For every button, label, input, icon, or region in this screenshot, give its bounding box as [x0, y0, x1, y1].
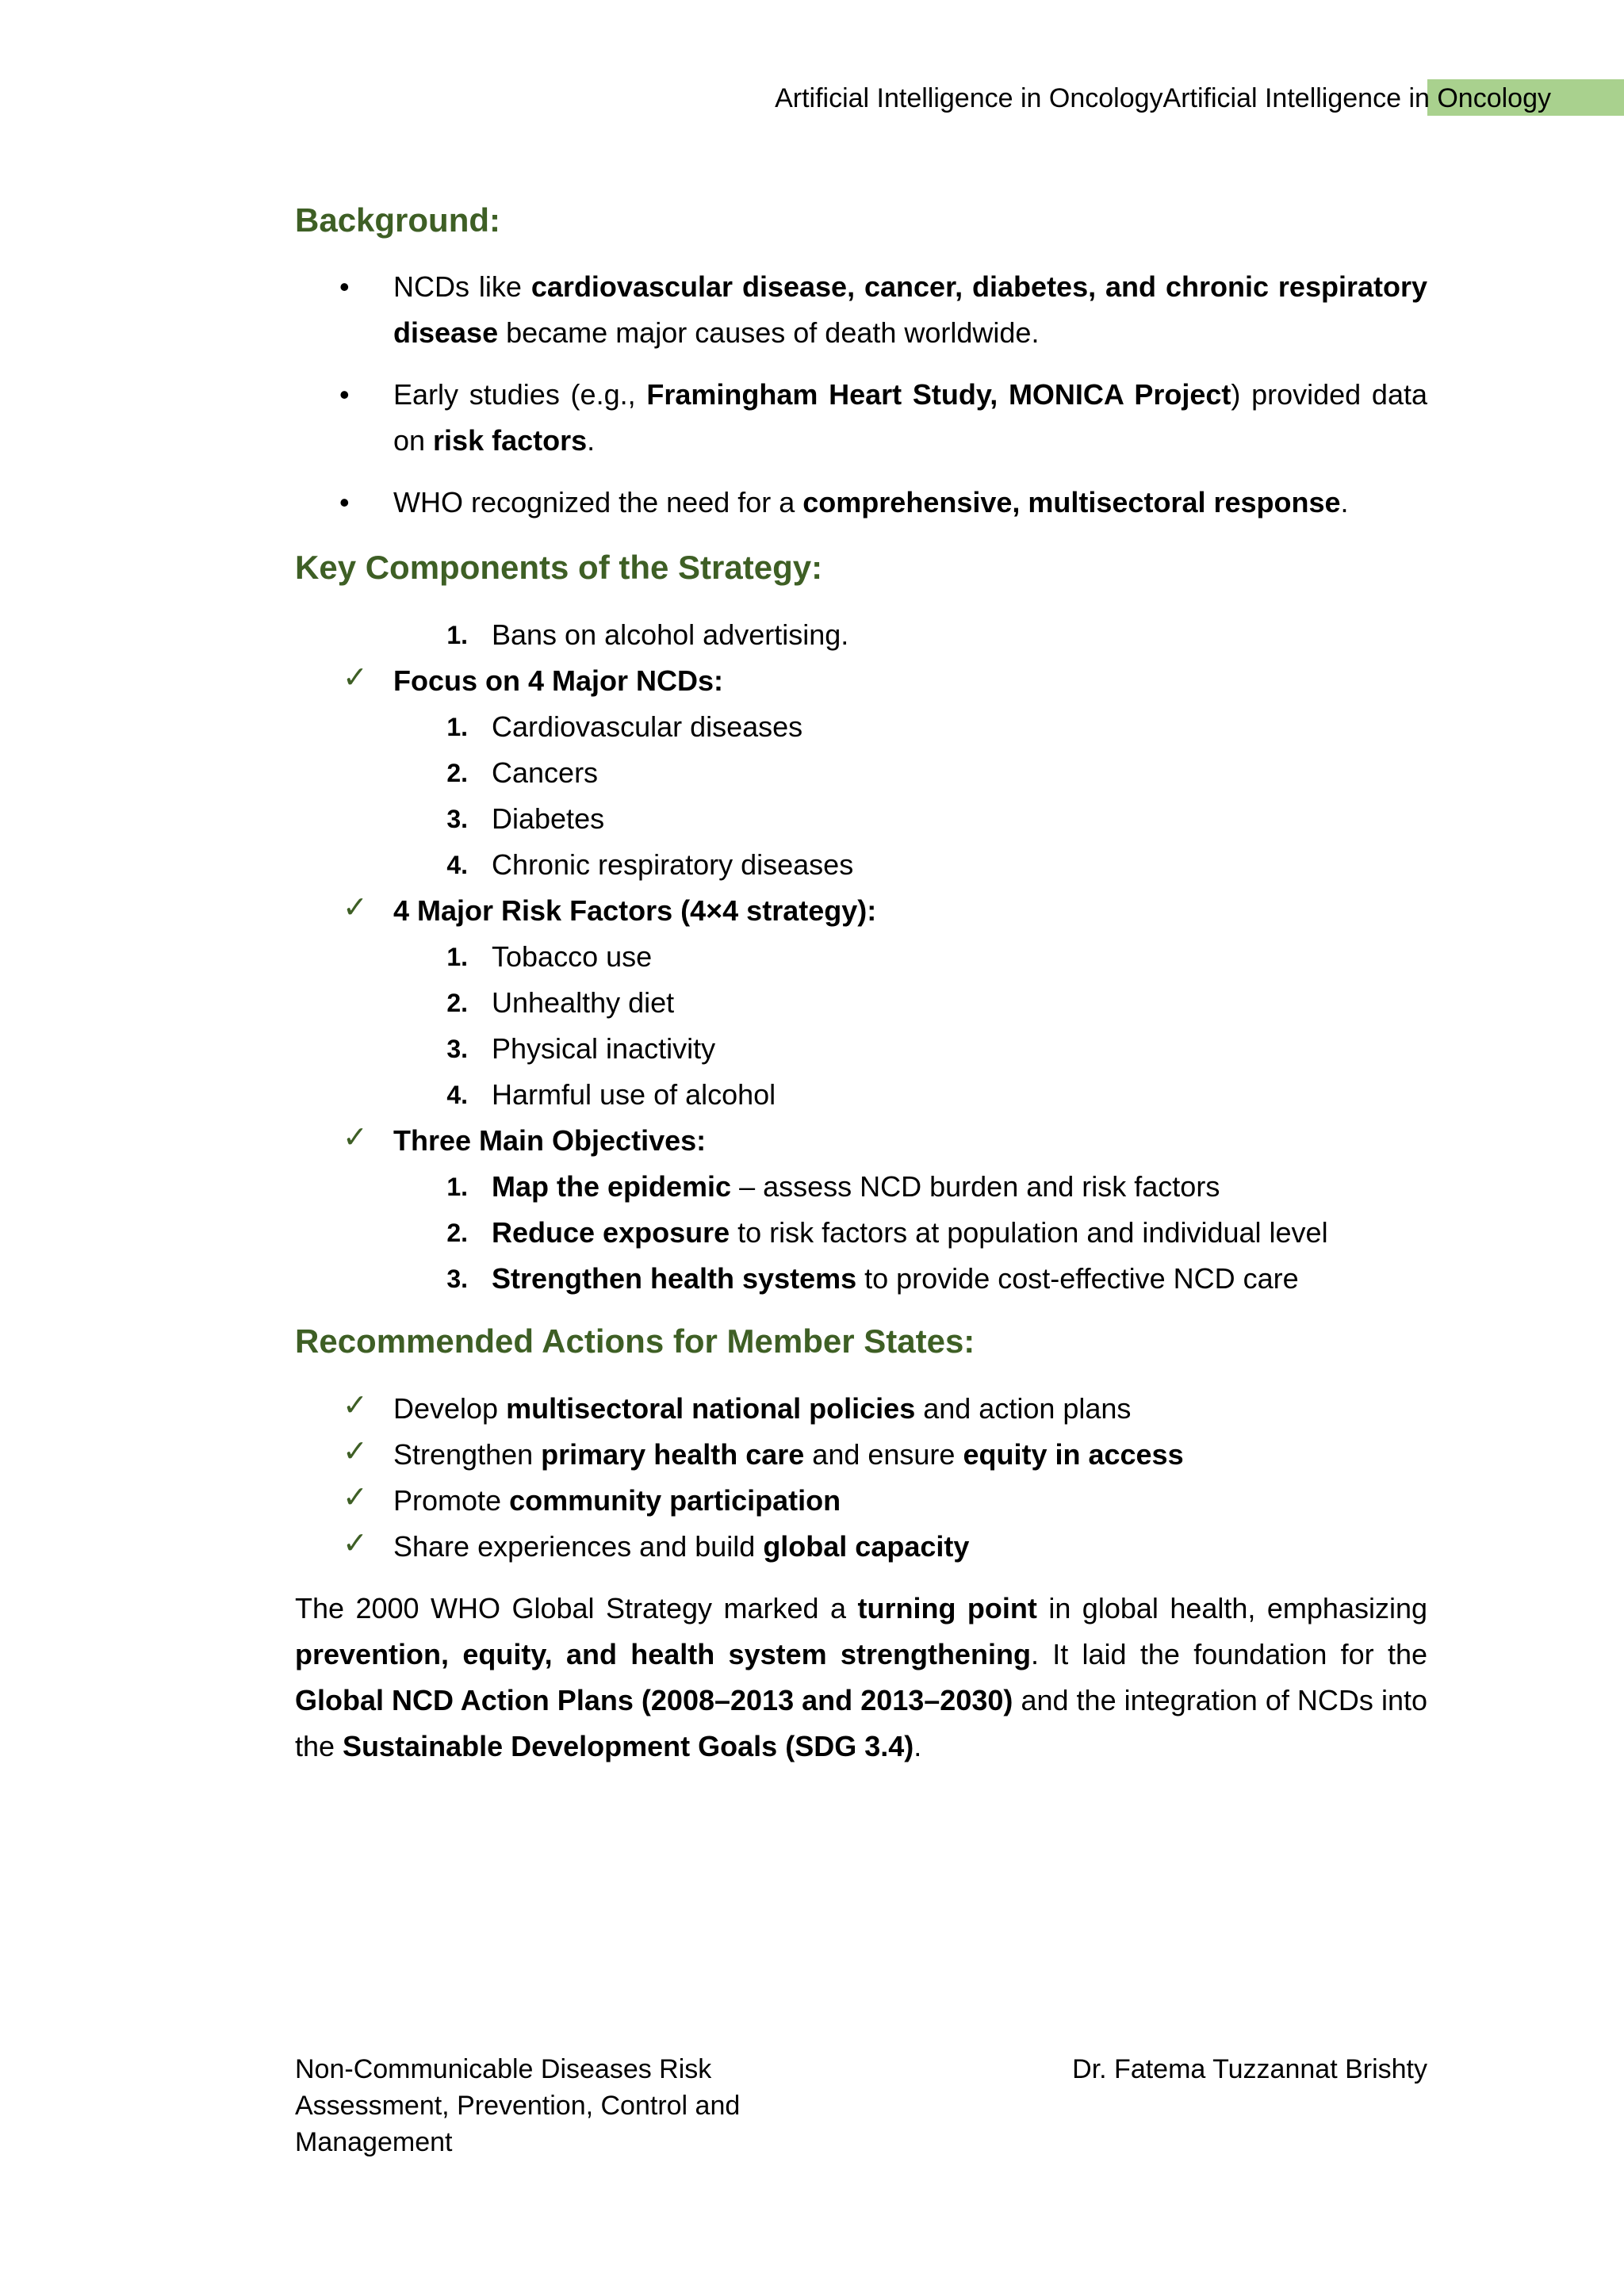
list-number: 1.: [446, 943, 468, 971]
list-item-text: Tobacco use: [492, 940, 653, 973]
group-title: Three Main Objectives:: [393, 1124, 707, 1157]
list-number: 3.: [446, 805, 468, 833]
list-number: 1.: [446, 1173, 468, 1201]
list-item: [295, 1256, 1427, 1302]
list-item: [295, 1026, 1427, 1072]
list-item-text: Diabetes: [492, 802, 605, 835]
conclusion-paragraph: The 2000 WHO Global Strategy marked a turning point in global health, emphasizing prevention, equity, and health system strengthening. It laid the foundation for the Global NCD Action Plans (2008–2013 and 2013–2030) and the integration of NCDs into the Sustainable Development Goals (SDG 3.4).: [295, 1592, 1427, 1762]
list-number: 3.: [446, 1265, 468, 1293]
list-item-text: Reduce exposure to risk factors at population and individual level: [492, 1216, 1328, 1249]
checkmark-icon: ✓: [343, 1389, 368, 1422]
list-number: 1.: [446, 621, 468, 649]
list-number: 4.: [446, 851, 468, 879]
group-focus-ncds: [295, 658, 1427, 704]
bullet-text: WHO recognized the need for a comprehensive, multisectoral response.: [393, 486, 1349, 519]
checkmark-icon: ✓: [343, 1527, 368, 1560]
list-item-text: Bans on alcohol advertising.: [492, 618, 849, 651]
checkmark-icon: ✓: [343, 1435, 368, 1468]
list-item: [295, 1210, 1427, 1256]
bullet-dot: •: [339, 378, 350, 411]
bullet-text: NCDs like cardiovascular disease, cancer, diabetes, and chronic respiratory disease became major causes of death worldwide.: [393, 270, 1428, 349]
list-item: [295, 934, 1427, 980]
heading-background: Background:: [295, 201, 501, 239]
heading-key-components: Key Components of the Strategy:: [295, 549, 823, 586]
list-item-text: Physical inactivity: [492, 1032, 716, 1065]
footer-author: Dr. Fatema Tuzzannat Brishty: [1072, 2054, 1427, 2084]
recommended-item-text: Strengthen primary health care and ensure equity in access: [393, 1438, 1184, 1471]
list-number: 2.: [446, 989, 468, 1017]
list-item: [295, 980, 1427, 1026]
running-header: Artificial Intelligence in OncologyArtificial Intelligence in Oncology: [775, 83, 1551, 113]
list-number: 2.: [446, 1219, 468, 1247]
checkmark-icon: ✓: [343, 891, 368, 924]
heading-recommended-actions: Recommended Actions for Member States:: [295, 1322, 975, 1360]
list-item-text: Strengthen health systems to provide cost-effective NCD care: [492, 1262, 1299, 1295]
group-objectives: [295, 1118, 1427, 1164]
list-item-text: Chronic respiratory diseases: [492, 848, 854, 881]
list-item: [295, 750, 1427, 796]
bullet-text: Early studies (e.g., Framingham Heart Study, MONICA Project) provided data on risk factors.: [393, 378, 1427, 457]
recommended-item-text: Promote community participation: [393, 1484, 841, 1517]
recommended-item-1: [295, 1386, 1427, 1432]
list-item: [295, 796, 1427, 842]
recommended-item-text: Share experiences and build global capacity: [393, 1530, 970, 1563]
intro-list-item: [295, 612, 1427, 658]
recommended-item-4: [295, 1524, 1427, 1570]
recommended-item-3: [295, 1478, 1427, 1524]
group-title: Focus on 4 Major NCDs:: [393, 664, 724, 697]
checkmark-icon: ✓: [343, 1481, 368, 1514]
list-item: [295, 1072, 1427, 1118]
bullet-dot: •: [339, 270, 350, 303]
list-item-text: Cardiovascular diseases: [492, 710, 803, 743]
list-number: 1.: [446, 713, 468, 741]
list-number: 2.: [446, 759, 468, 787]
list-item-text: Unhealthy diet: [492, 986, 675, 1019]
recommended-item-text: Develop multisectoral national policies and action plans: [393, 1392, 1132, 1425]
bullet-dot: •: [339, 486, 350, 519]
list-item: [295, 842, 1427, 888]
list-item-text: Harmful use of alcohol: [492, 1078, 776, 1111]
footer-course-title: Non-Communicable Diseases Risk Assessment, Prevention, Control and Management: [295, 2054, 741, 2157]
list-number: 4.: [446, 1081, 468, 1109]
list-number: 3.: [446, 1035, 468, 1063]
group-title: 4 Major Risk Factors (4×4 strategy):: [393, 894, 877, 927]
list-item: [295, 704, 1427, 750]
list-item-text: Cancers: [492, 756, 599, 789]
recommended-item-2: [295, 1432, 1427, 1478]
checkmark-icon: ✓: [343, 1121, 368, 1154]
list-item-text: Map the epidemic – assess NCD burden and risk factors: [492, 1170, 1220, 1203]
group-risk-factors: [295, 888, 1427, 934]
list-item: [295, 1164, 1427, 1210]
checkmark-icon: ✓: [343, 661, 368, 695]
